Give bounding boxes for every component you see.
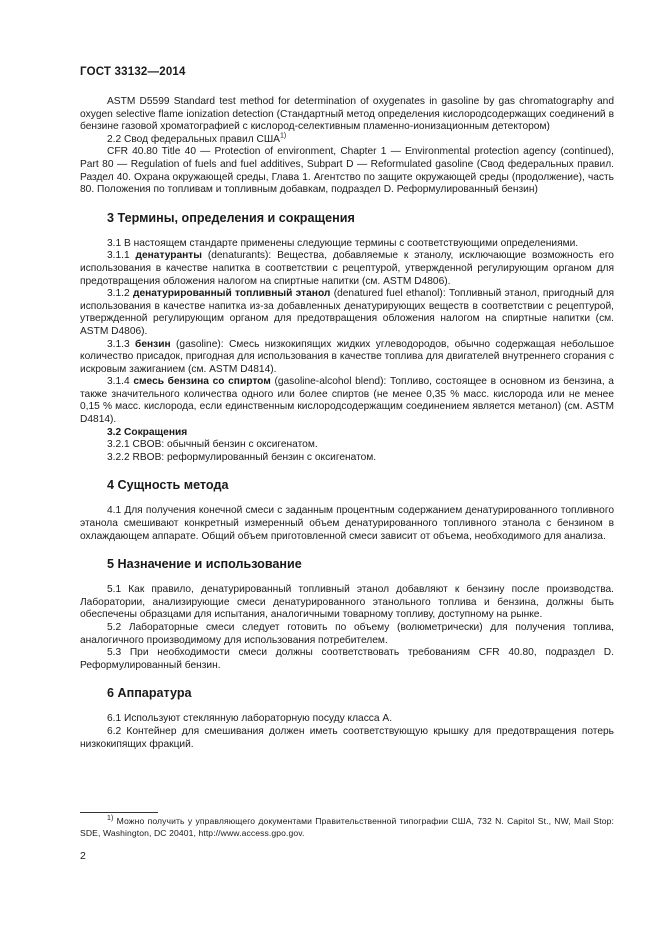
cfr-reference: CFR 40.80 Title 40 — Protection of environment, Chapter 1 — Environmental protection agency (continued), Part 80 — Regulation of fuels and fuel additives, Subpart D — Reformulated gasoline (Свод федеральных правил. Раздел 40. Охрана окружающей среды, Глава 1. Агентство по защите окружающей среды (продолжение), часть 80. Положения по топливам и топливным добавкам, подраздел D. Реформулированный бензин) — [80, 146, 614, 196]
section-5-heading: 5 Назначение и использование — [107, 557, 302, 572]
term-3-1-2 — [80, 288, 614, 338]
term-definition: (denatured fuel ethanol): Топливный этанол, пригодный для использования в качестве напитка из-за добавленных денатурирующих веществ в соответствии с рецептурой, утвержденной регулирующим органом для предотвращения обложения налогом на спиртные напитки (см. ASTM D4806). — [80, 288, 614, 337]
page-number: 2 — [80, 850, 86, 862]
document-header: ГОСТ 33132—2014 — [80, 66, 186, 78]
footnote — [80, 815, 614, 839]
clause-6-1: 6.1 Используют стеклянную лабораторную посуду класса А. — [107, 713, 393, 725]
subsection-title-text: 3.2 Сокращения — [107, 426, 188, 438]
term-3-1-3 — [80, 339, 614, 377]
term-number: 3.1.2 — [107, 288, 130, 300]
term-number: 3.1.3 — [107, 338, 130, 350]
clause-2-2 — [80, 134, 614, 147]
clause-2-2-text: 2.2 Свод федеральных правил США — [107, 133, 280, 145]
clause-4-1: 4.1 Для получения конечной смеси с заданным процентным содержанием денатурированного топливного этанола смешивают конкретный измеренный объем денатурированного топливного этанола с бензином в охлаждающем аппарате. Общий объем приготовленной смеси зависит от объема, необходимого для анализа. — [80, 505, 614, 542]
term-name: денатуранты — [135, 250, 202, 262]
astm-reference: ASTM D5599 Standard test method for determination of oxygenates in gasoline by gas chromatography and oxygen selective flame ionization detection (Стандартный метод определения кислородсодержащих соединений в бензине газовой хроматографией с кислород-селективным пламенно-ионизационным детектором) — [80, 96, 614, 133]
clause-6-2: 6.2 Контейнер для смешивания должен иметь соответствующую крышку для предотвращения потерь низкокипящих фракций. — [80, 725, 614, 750]
footnote-separator — [80, 812, 158, 813]
footnote-mark: 1) — [107, 815, 114, 823]
clause-5-3: 5.3 При необходимости смеси должны соответствовать требованиям CFR 40.80, подраздел D. Реформулированный бензин. — [80, 647, 614, 671]
clause-3-1: 3.1 В настоящем стандарте применены следующие термины с соответствующими определениями. — [107, 237, 579, 249]
abbreviation-cbob: 3.2.1 CBOB: обычный бензин с оксигенатом. — [107, 439, 318, 451]
section-4-heading: 4 Сущность метода — [107, 478, 229, 493]
term-name: смесь бензина со спиртом — [133, 376, 271, 388]
section-6-heading: 6 Аппаратура — [107, 686, 192, 701]
term-number: 3.1.1 — [107, 250, 130, 262]
footnote-text — [80, 815, 614, 839]
clause-5-1: 5.1 Как правило, денатурированный топливный этанол добавляют к бензину после производства. Лаборатории, анализирующие смеси денатурированного этанольного топлива и бензина, должны быть обеспечены образцами для испытания, аналогичными товарному топливу, доступному на рынке. — [80, 584, 614, 621]
term-definition: (gasoline): Смесь низкокипящих жидких углеводородов, обычно содержащая небольшое количество присадок, пригодная для использования в качестве топлива для двигателей внутреннего сгорания с искровым зажиганием (см. ASTM D4814). — [80, 338, 614, 375]
footnote-ref: 1) — [279, 132, 287, 140]
term-3-1-4 — [80, 376, 614, 426]
document-body — [80, 96, 614, 751]
clause-5-2: 5.2 Лабораторные смеси следует готовить по объему (волюметрически) для получения топлива, аналогичного производимому для использования потребителем. — [80, 622, 614, 646]
abbreviation-rbob: 3.2.2 RBOB: реформулированный бензин с оксигенатом. — [107, 451, 377, 463]
subsection-3-2-title — [80, 427, 614, 440]
term-name: бензин — [135, 338, 171, 350]
term-3-1-1 — [80, 250, 614, 288]
term-name: денатурированный топливный этанол — [132, 288, 331, 300]
footnote-body: Можно получить у управляющего документами Правительственной типографии США, 732 N. Capitol St., NW, Mail Stop: SDE, Washington, DC 20401, http://www.access.gpo.gov. — [80, 816, 614, 838]
term-number: 3.1.4 — [107, 376, 130, 388]
term-definition: (gasoline-alcohol blend): Топливо, состоящее в основном из бензина, а также значительного количества одного или более спиртов (не менее 0,35 % масс. кислорода или не менее 0,15 % масс. кислорода, если единственным кислородсодержащим соединением является метанол) (см. ASTM D4814). — [80, 376, 614, 426]
term-definition: (denaturants): Вещества, добавляемые к этанолу, исключающие возможность его использования в качестве напитка в соответствии с рецептурой, утвержденной регулирующим органом для предотвращения обложения налогом на спиртные напитки (см. ASTM D4806). — [80, 250, 614, 287]
section-3-heading: 3 Термины, определения и сокращения — [107, 210, 355, 225]
